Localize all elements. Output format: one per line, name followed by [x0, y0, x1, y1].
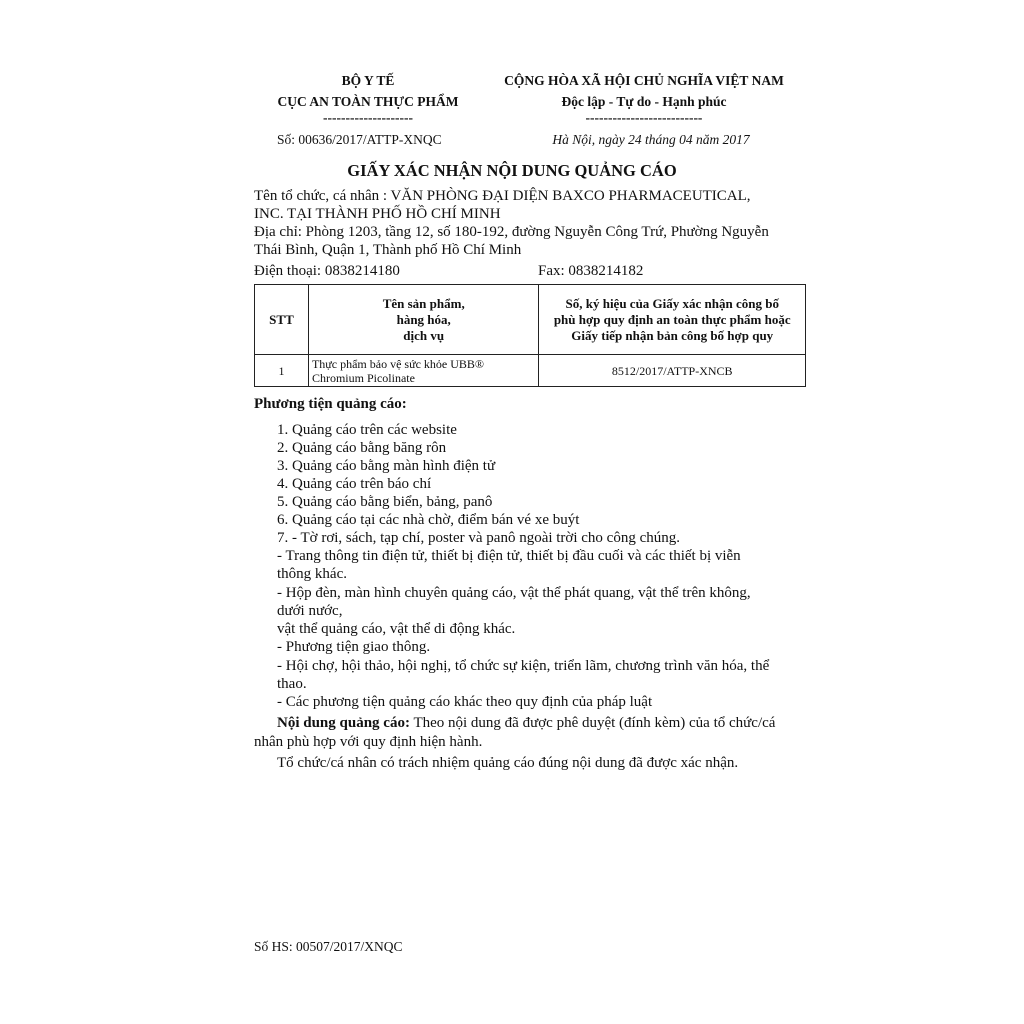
- list-item: 3. Quảng cáo bằng màn hình điện tử: [277, 458, 496, 474]
- country-name: CỘNG HÒA XÃ HỘI CHỦ NGHĨA VIỆT NAM: [504, 73, 784, 88]
- content-label: Nội dung quảng cáo:: [277, 715, 410, 731]
- row-stt: 1: [255, 355, 309, 387]
- row-certificate: 8512/2017/ATTP-XNCB: [539, 355, 806, 387]
- list-item: 2. Quảng cáo bằng băng rôn: [277, 440, 447, 456]
- org-address-line2: Thái Bình, Quận 1, Thành phố Hồ Chí Minh: [254, 242, 522, 258]
- agency-name: CỤC AN TOÀN THỰC PHẨM: [277, 94, 459, 109]
- org-address-line1: Địa chỉ: Phòng 1203, tầng 12, số 180-192, đường Nguyễn Công Trứ, Phường Nguyễn: [254, 224, 769, 240]
- list-item: - Phương tiện giao thông.: [277, 639, 431, 655]
- list-item: 7. - Tờ rơi, sách, tạp chí, poster và panô ngoài trời cho công chúng.: [277, 530, 681, 546]
- header-stt: STT: [255, 285, 309, 355]
- list-item: 5. Quảng cáo bằng biển, bảng, panô: [277, 494, 493, 510]
- responsibility-statement: Tổ chức/cá nhân có trách nhiệm quảng cáo đúng nội dung đã được xác nhận.: [277, 755, 739, 771]
- list-item: 6. Quảng cáo tại các nhà chờ, điểm bán vé xe buýt: [277, 512, 580, 528]
- list-item: - Các phương tiện quảng cáo khác theo quy định của pháp luật: [277, 694, 653, 710]
- org-name-line2: INC. TẠI THÀNH PHỐ HỒ CHÍ MINH: [254, 206, 501, 222]
- left-header-rule: --------------------: [323, 110, 413, 125]
- dossier-number: Số HS: 00507/2017/XNQC: [254, 939, 403, 954]
- list-item: thao.: [277, 676, 307, 692]
- ministry-name: BỘ Y TẾ: [341, 73, 395, 88]
- table-header-row: [255, 285, 806, 355]
- header-certificate: Số, ký hiệu của Giấy xác nhận công bố phù hợp quy định an toàn thực phẩm hoặc Giấy tiếp nhận bản công bố hợp quy: [539, 285, 806, 355]
- media-heading: Phương tiện quảng cáo:: [254, 396, 407, 412]
- product-table: [254, 284, 806, 387]
- list-item: thông khác.: [277, 566, 347, 582]
- header-product: Tên sản phẩm, hàng hóa, dịch vụ: [308, 285, 539, 355]
- org-fax: Fax: 0838214182: [538, 263, 644, 279]
- list-item: 4. Quảng cáo trên báo chí: [277, 476, 432, 492]
- national-motto: Độc lập - Tự do - Hạnh phúc: [561, 94, 727, 109]
- org-name-line1: Tên tổ chức, cá nhân : VĂN PHÒNG ĐẠI DIỆN BAXCO PHARMACEUTICAL,: [254, 188, 751, 204]
- row-product: Thực phẩm bảo vệ sức khỏe UBB® Chromium Picolinate: [308, 355, 539, 387]
- table-row: [255, 355, 806, 387]
- list-item: vật thể quảng cáo, vật thể di động khác.: [277, 621, 516, 637]
- list-item: 1. Quảng cáo trên các website: [277, 422, 457, 438]
- content-line2: nhân phù hợp với quy định hiện hành.: [254, 734, 483, 750]
- list-item: - Trang thông tin điện tử, thiết bị điện tử, thiết bị đầu cuối và các thiết bị viễn: [277, 548, 741, 564]
- content-text: Theo nội dung đã được phê duyệt (đính kèm) của tổ chức/cá: [409, 715, 776, 731]
- content-line1: [277, 715, 775, 732]
- list-item: - Hộp đèn, màn hình chuyên quảng cáo, vật thể phát quang, vật thể trên không,: [277, 585, 751, 601]
- document-number: Số: 00636/2017/ATTP-XNQC: [277, 132, 442, 147]
- document-title: GIẤY XÁC NHẬN NỘI DUNG QUẢNG CÁO: [347, 161, 677, 180]
- list-item: dưới nước,: [277, 603, 343, 619]
- right-header-rule: --------------------------: [585, 110, 703, 125]
- list-item: - Hội chợ, hội thảo, hội nghị, tổ chức sự kiện, triển lãm, chương trình văn hóa, thể: [277, 658, 770, 674]
- org-phone: Điện thoại: 0838214180: [254, 263, 400, 279]
- issue-date: Hà Nội, ngày 24 tháng 04 năm 2017: [552, 132, 750, 147]
